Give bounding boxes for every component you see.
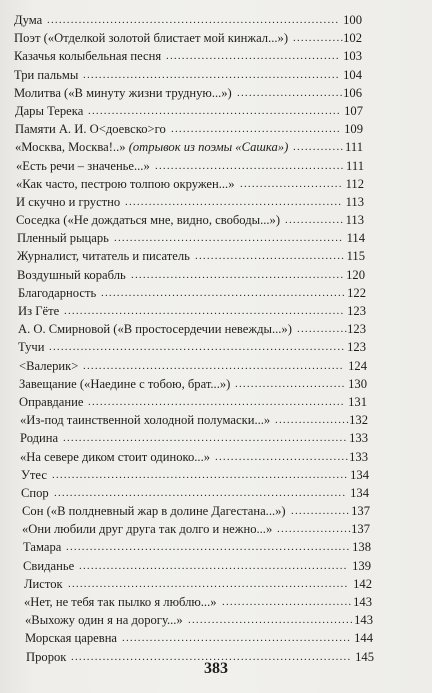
toc-entry: [0, 484, 432, 502]
leader-dots: .......................................................................: [68, 577, 349, 590]
toc-entry-page: 124: [348, 358, 367, 373]
toc-entry-title: [14, 29, 290, 47]
toc-entry-title-text: «Москва, Москва!..»: [15, 140, 126, 155]
toc-entry-page: 115: [346, 249, 365, 264]
toc-entry-title: [15, 138, 290, 156]
toc-entry: [0, 611, 432, 629]
toc-entry: [0, 538, 432, 556]
leader-dots: ..................................: [215, 450, 350, 463]
toc-entry-page: 145: [355, 649, 374, 664]
toc-entry-title-text: Журналист, читатель и писатель: [17, 249, 190, 264]
toc-entry: [0, 393, 432, 411]
leader-dots: ..........................: [240, 177, 343, 190]
toc-entry-title-text: Оправдание: [19, 394, 84, 409]
toc-entry-page: 106: [343, 85, 362, 100]
toc-entry-title: [18, 284, 98, 302]
toc-entry: [0, 320, 432, 338]
toc-entry: [0, 84, 432, 102]
toc-entry-title-text: Листок: [24, 576, 63, 591]
toc-entry-title-text: Памяти А. И. О<доевско>го: [15, 122, 166, 137]
toc-entry-title-text: Поэт («Отделкой золотой блистает мой кинжал...»): [14, 31, 289, 46]
toc-entry-title-text: «Как часто, пестрою толпою окружен...»: [16, 176, 235, 191]
toc-entry-title-text: <Валерик>: [19, 358, 79, 373]
toc-entry-title: [25, 629, 119, 647]
leader-dots: ...................: [277, 523, 353, 536]
leader-dots: ..........................................................: [114, 232, 344, 245]
toc-entry-title-text: Морская царевна: [25, 631, 118, 646]
leader-dots: ......................................: [195, 250, 346, 263]
toc-entry-page: 107: [344, 103, 363, 118]
toc-entry-page: 132: [349, 413, 368, 428]
toc-entry-page: 120: [346, 267, 365, 282]
table-of-contents: [0, 11, 432, 666]
leader-dots: .......................................................................: [64, 305, 345, 317]
toc-entry: [0, 411, 432, 429]
leader-dots: .......................................................................: [71, 650, 352, 663]
toc-entry-title-text: А. О. Смирновой («В простосердечии невежды...»): [18, 322, 292, 337]
leader-dots: ........................................................................: [63, 432, 348, 445]
leader-dots: ...........................................................................: [52, 468, 349, 481]
toc-entry-page: 137: [351, 522, 370, 537]
toc-entry-title: [16, 211, 282, 229]
toc-entry-title: [19, 375, 232, 393]
toc-entry: [0, 66, 432, 84]
toc-entry-title: [18, 320, 294, 338]
toc-entry-title-text: «Нет, не тебя так пылко я люблю...»: [24, 595, 217, 609]
toc-entry: [0, 47, 432, 65]
toc-entry-title: [16, 157, 152, 175]
toc-entry-title: [15, 120, 168, 138]
toc-entry: [0, 375, 432, 393]
toc-entry-title: [20, 411, 272, 429]
toc-entry: [0, 157, 432, 175]
toc-entry-title: [20, 448, 212, 466]
leader-dots: ...........................................: [171, 123, 341, 136]
toc-entry-title: [17, 247, 192, 265]
leader-dots: ..................................................................: [83, 359, 344, 372]
toc-entry-title-text: «Они любили друг друга так долго и нежно...»: [22, 522, 273, 537]
leader-dots: .................................................................: [83, 68, 340, 81]
toc-entry: [0, 466, 432, 484]
leader-dots: .................................................................: [88, 395, 345, 408]
toc-entry-page: 113: [345, 213, 364, 228]
toc-entry-page: 103: [343, 49, 362, 64]
leader-dots: ....................................................................: [79, 559, 348, 572]
toc-entry-title-text: «Выхожу один я на дорогу...»: [25, 613, 183, 628]
toc-entry-title: [23, 557, 76, 575]
toc-entry: [0, 247, 432, 265]
leader-dots: ............................: [235, 377, 346, 390]
toc-entry-title-text: Родина: [20, 431, 59, 446]
toc-entry-title-text: Воздушный корабль: [17, 267, 126, 282]
toc-entry-page: 142: [353, 576, 372, 591]
toc-entry-title: [18, 338, 46, 356]
toc-entry-title-text: «На севере диком стоит одиноко...»: [20, 449, 211, 464]
page-number: 383: [204, 660, 228, 677]
leader-dots: ................................................: [155, 159, 345, 172]
toc-entry: [0, 502, 432, 520]
toc-entry: [0, 357, 432, 375]
toc-entry-title-text: «Есть речи – значенье...»: [16, 158, 150, 173]
toc-entry: [0, 520, 432, 538]
toc-entry: [0, 266, 432, 284]
toc-entry-title-text: Благодарность: [18, 285, 97, 300]
toc-entry-title: [23, 538, 63, 556]
toc-entry-title-text: Молитва («В минуту жизни трудную...»): [14, 85, 232, 100]
toc-entry-page: 123: [347, 322, 366, 337]
toc-entry: [0, 302, 432, 320]
toc-entry-page: 122: [347, 285, 366, 300]
toc-entry-page: 123: [347, 340, 366, 355]
leader-dots: ..........................................: [188, 614, 354, 627]
toc-entry-page: 112: [345, 176, 364, 191]
toc-entry-page: 111: [346, 158, 364, 173]
toc-entry-title-text: Пленный рыцарь: [17, 231, 109, 246]
leader-dots: ...........................................................................: [49, 341, 346, 354]
toc-entry: [0, 575, 432, 593]
toc-entry-title-text: Тамара: [23, 540, 62, 555]
toc-entry-title: [19, 393, 85, 411]
toc-entry-title-text: Сон («В полдневный жар в долине Дагестана...»): [22, 504, 286, 519]
toc-entry-title-text: Свиданье: [23, 558, 75, 573]
toc-entry-title: [16, 193, 122, 211]
leader-dots: ...............: [291, 505, 351, 518]
toc-entry-page: 143: [353, 595, 372, 609]
toc-entry: [0, 557, 432, 575]
leader-dots: ...............: [285, 214, 345, 227]
toc-entry-title: [14, 47, 163, 65]
leader-dots: ...........................: [237, 86, 344, 99]
toc-entry-page: 139: [352, 558, 371, 573]
toc-entry-title-text: Спор: [21, 485, 49, 500]
toc-entry-title-text: Три пальмы: [14, 67, 79, 82]
toc-entry: [0, 448, 432, 466]
toc-entry-page: 123: [347, 304, 366, 318]
toc-entry: [0, 29, 432, 47]
toc-entry-page: 133: [349, 431, 368, 446]
toc-entry: [0, 211, 432, 229]
toc-entry-title: [21, 466, 49, 484]
toc-entry: [0, 120, 432, 138]
leader-dots: .................................: [222, 596, 353, 608]
toc-entry-title: [22, 520, 274, 538]
toc-entry-page: 144: [354, 631, 373, 646]
leader-dots: .............: [297, 323, 349, 336]
toc-entry-page: 138: [352, 540, 371, 555]
leader-dots: ..........................................................: [122, 632, 352, 645]
toc-entry: [0, 284, 432, 302]
leader-dots: ........................................................................: [66, 541, 351, 554]
toc-entry-page: 113: [345, 194, 364, 209]
toc-entry-page: 137: [351, 504, 370, 519]
toc-entry-page: 130: [348, 376, 367, 391]
toc-entry: [0, 138, 432, 156]
toc-entry-title: [17, 266, 128, 284]
toc-entry-page: 104: [343, 67, 362, 82]
toc-entry-title-text: Из Гёте: [18, 304, 60, 318]
toc-entry: [0, 175, 432, 193]
toc-entry-title: [15, 102, 85, 120]
toc-entry: [0, 429, 432, 447]
toc-entry: [0, 229, 432, 247]
toc-entry-title-text: Дума: [14, 13, 43, 27]
toc-entry-title-text: Соседка («Не дождаться мне, видно, свободы...»): [16, 213, 281, 228]
toc-entry-title: [22, 502, 288, 520]
toc-entry-page: 134: [350, 467, 369, 482]
toc-entry-title: [20, 429, 60, 447]
toc-entry-title: [14, 11, 44, 29]
toc-entry-title: [16, 175, 237, 193]
leader-dots: ..........................................................................: [54, 486, 347, 499]
leader-dots: .......................................................: [125, 195, 343, 208]
toc-entry-page: 100: [343, 13, 362, 27]
toc-entry-page: 134: [350, 485, 369, 500]
toc-entry-title: [19, 357, 80, 375]
leader-dots: .............: [293, 32, 345, 45]
toc-entry: [0, 629, 432, 647]
toc-entry: [0, 193, 432, 211]
leader-dots: ..............................................................: [101, 286, 346, 299]
toc-entry: [0, 338, 432, 356]
leader-dots: ......................................................: [131, 268, 345, 281]
toc-entry: [0, 11, 432, 29]
toc-entry-page: 109: [344, 122, 363, 137]
toc-entry-title-text: «Из-под таинственной холодной полумаски...»: [20, 413, 271, 428]
toc-entry: [0, 593, 432, 611]
toc-entry-title: [24, 593, 219, 611]
toc-entry-page: 133: [349, 449, 368, 464]
leader-dots: ................................................................: [88, 104, 341, 117]
toc-entry-title-text: Тучи: [18, 340, 45, 355]
toc-entry: [0, 102, 432, 120]
toc-entry-subtitle: (отрывок из поэмы «Сашка»): [128, 140, 289, 155]
toc-entry-title-text: И скучно и грустно: [16, 194, 121, 209]
toc-entry-title-text: Дары Терека: [15, 103, 84, 118]
toc-entry-page: 102: [343, 31, 362, 46]
toc-entry-title-text: Завещание («Наедине с тобою, брат...»): [19, 376, 231, 391]
leader-dots: ...................: [275, 414, 351, 427]
toc-entry-title: [21, 484, 51, 502]
toc-entry-title: [25, 611, 185, 629]
toc-entry-title-text: Пророк: [26, 649, 67, 664]
toc-entry-page: 143: [354, 613, 373, 628]
leader-dots: ............................................: [166, 50, 340, 63]
toc-entry-title: [17, 229, 111, 247]
toc-entry-page: 131: [348, 394, 367, 409]
toc-entry-title: [18, 302, 61, 320]
leader-dots: ..........................................................................: [47, 14, 340, 26]
toc-entry-title: [14, 84, 234, 102]
toc-entry-page: 111: [345, 140, 363, 155]
leader-dots: .............: [293, 141, 345, 154]
toc-entry-title-text: Утес: [21, 467, 47, 482]
toc-entry-title: [24, 575, 65, 593]
toc-entry-title: [14, 66, 80, 84]
toc-entry-page: 114: [346, 231, 365, 246]
toc-entry-title-text: Казачья колыбельная песня: [14, 49, 162, 64]
